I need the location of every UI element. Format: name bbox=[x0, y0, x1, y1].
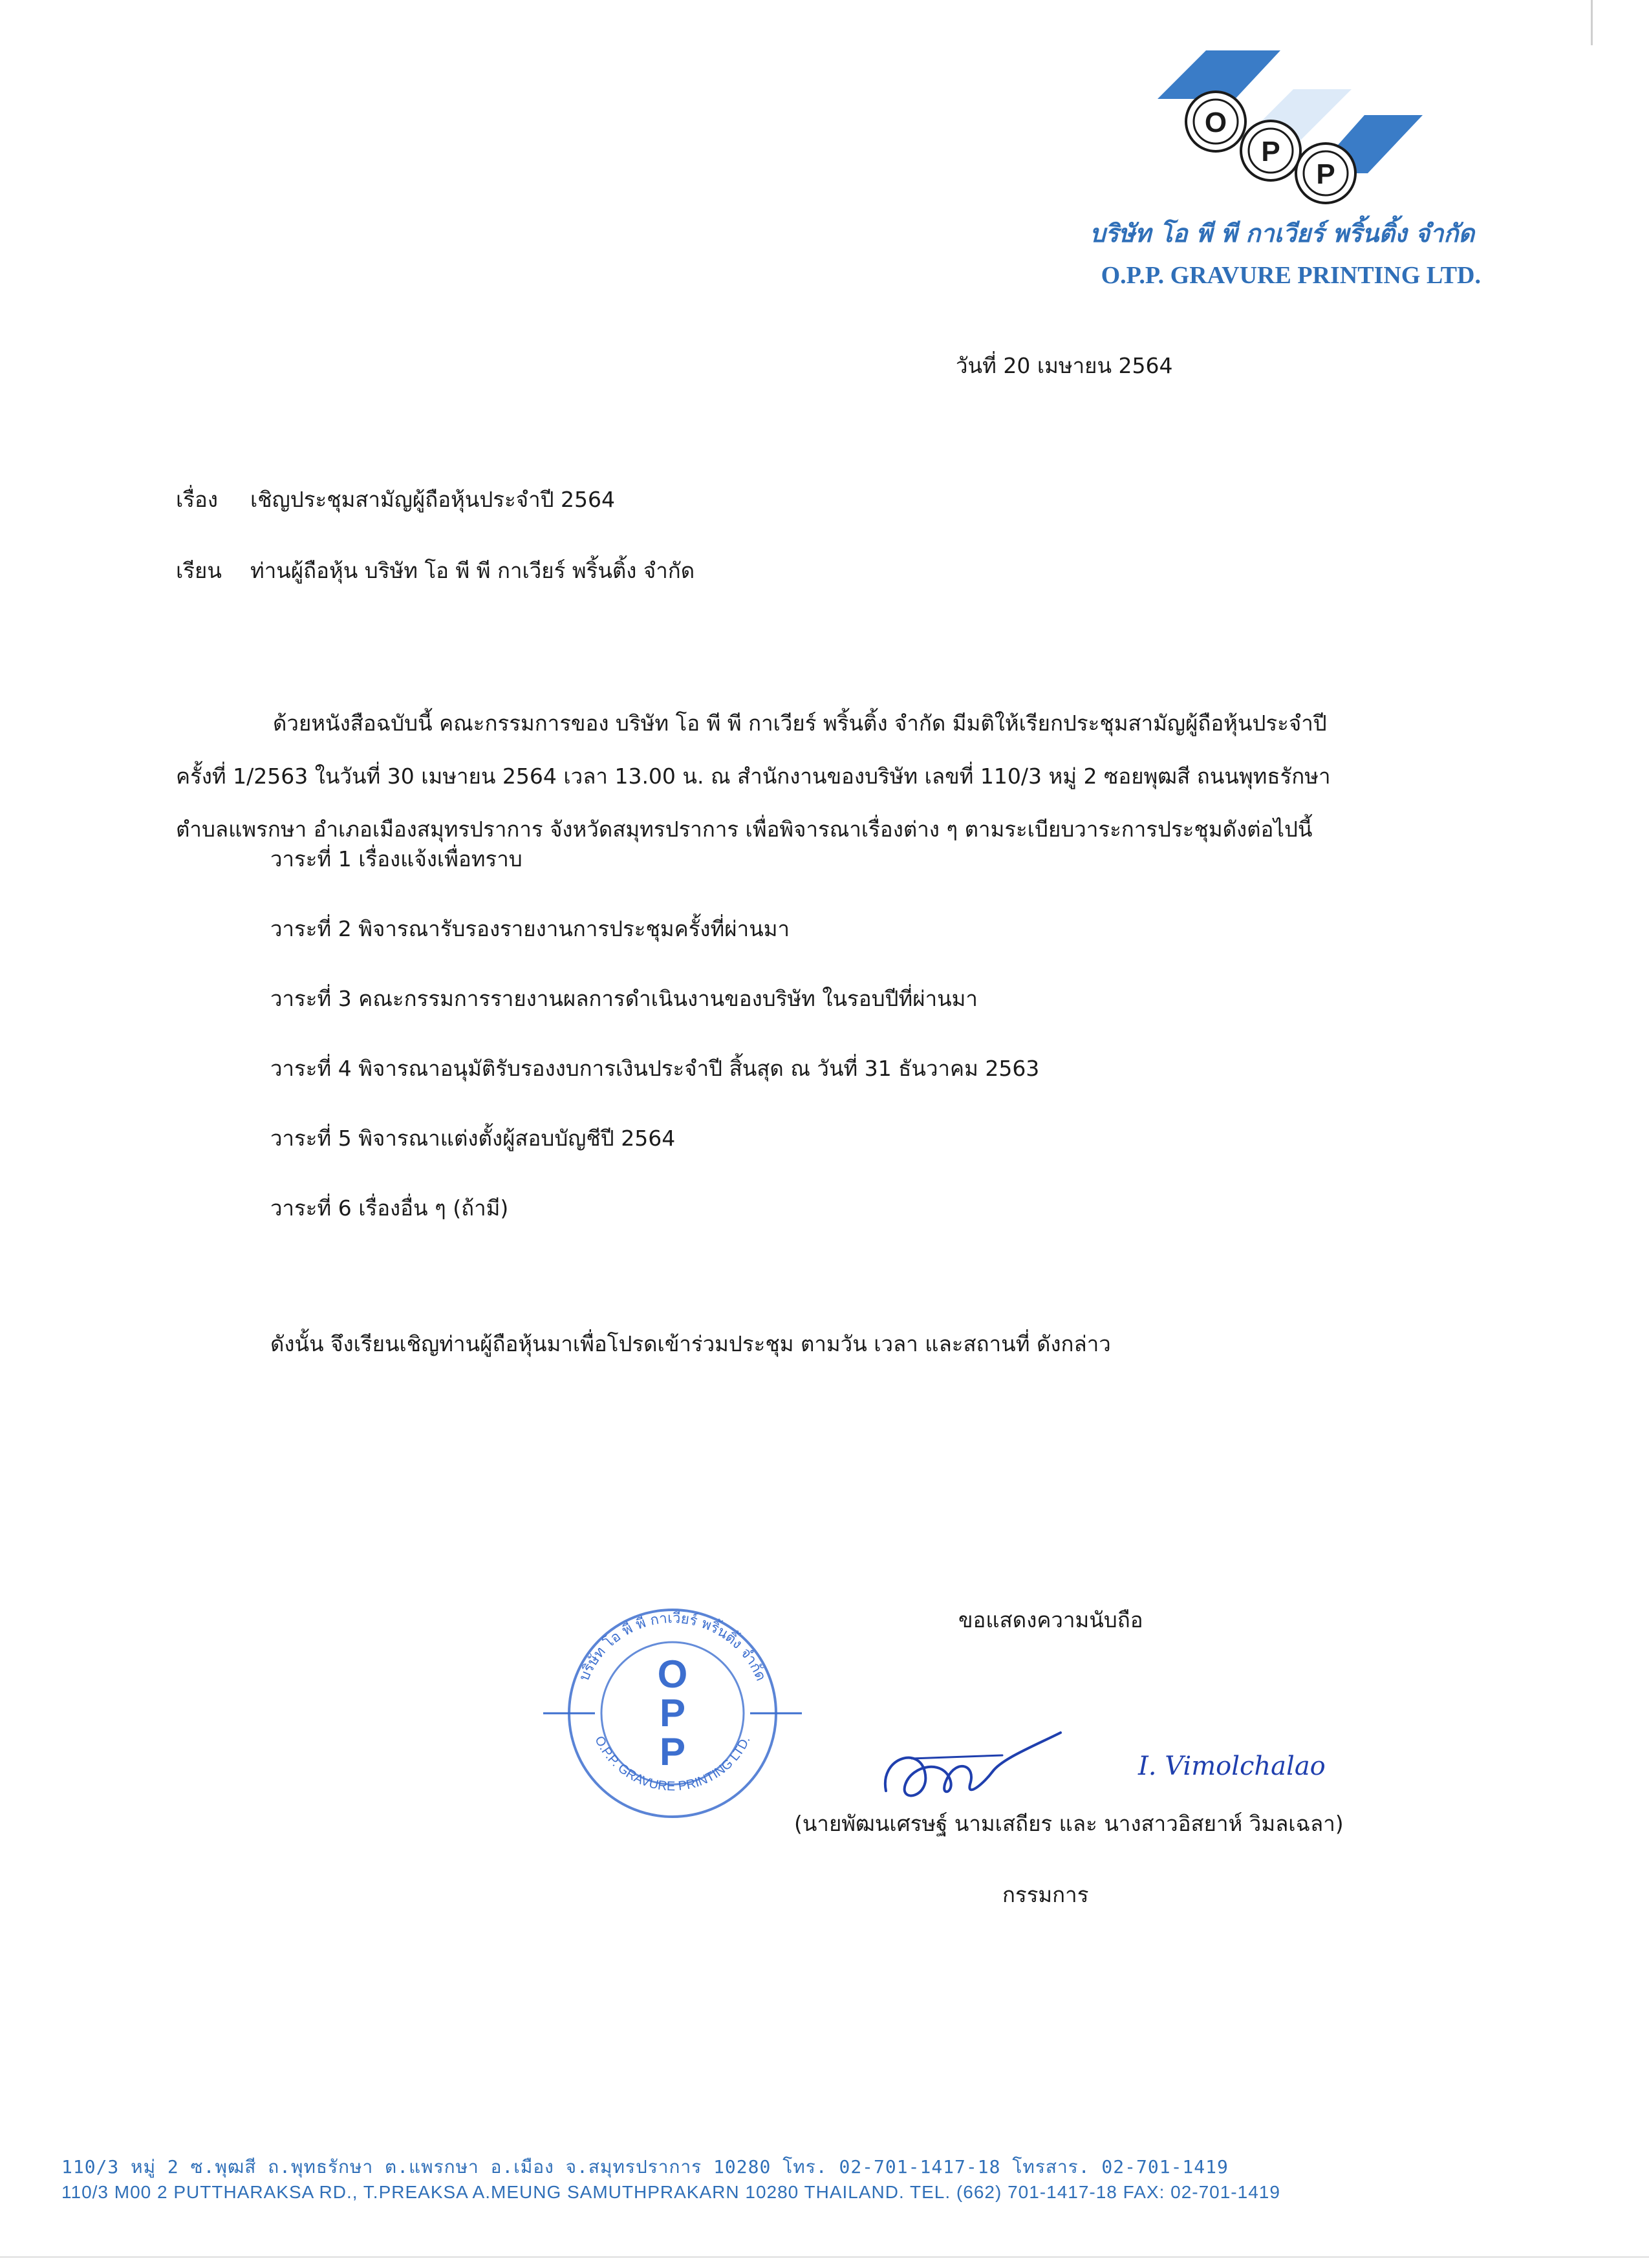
company-seal bbox=[537, 1590, 808, 1836]
logo-letter-p1: P bbox=[1261, 136, 1280, 167]
regards-text: ขอแสดงความนับถือ bbox=[958, 1607, 1143, 1632]
scan-edge bbox=[1591, 0, 1593, 45]
company-name-thai: บริษัท โอ พี พี กาเวียร์ พริ้นติ้ง จำกัด bbox=[1090, 219, 1474, 248]
logo-letter-p2: P bbox=[1316, 158, 1335, 190]
agenda-item-3: วาระที่ 3 คณะกรรมการรายงานผลการดำเนินงานของบริษัท ในรอบปีที่ผ่านมา bbox=[270, 986, 978, 1011]
svg-text:I. Vimolchalao: I. Vimolchalao bbox=[1138, 1751, 1326, 1781]
logo-letter-o: O bbox=[1204, 107, 1227, 138]
subject-row bbox=[176, 486, 615, 514]
letter-date: วันที่ 20 เมษายน 2564 bbox=[956, 353, 1173, 378]
intro-line: ตำบลแพรกษา อำเภอเมืองสมุทรปราการ จังหวัดสมุทรปราการ เพื่อพิจารณาเรื่องต่าง ๆ ตามระเบียบวาระการประชุมดังต่อไปนี้ bbox=[176, 817, 1313, 842]
subject-text: เชิญประชุมสามัญผู้ถือหุ้นประจำปี 2564 bbox=[250, 487, 616, 512]
closing-sentence: ดังนั้น จึงเรียนเชิญท่านผู้ถือหุ้นมาเพื่อโปรดเข้าร่วมประชุม ตามวัน เวลา และสถานที่ ดังกล่าว bbox=[270, 1331, 1111, 1356]
company-logo bbox=[1145, 37, 1429, 206]
signature-2 bbox=[1132, 1739, 1326, 1791]
footer-address-english: 110/3 M00 2 PUTTHARAKSA RD., T.PREAKSA A.MEUNG SAMUTHPRAKARN 10280 THAILAND. TEL. (662) 701-1417-18 FAX: 02-701-1419 bbox=[61, 2182, 1280, 2202]
agenda-item-1: วาระที่ 1 เรื่องแจ้งเพื่อทราบ bbox=[270, 846, 523, 872]
signature-1 bbox=[873, 1720, 1067, 1817]
recipient-label: เรียน bbox=[176, 558, 222, 583]
scan-bottom-edge bbox=[0, 2256, 1649, 2258]
agenda-item-5: วาระที่ 5 พิจารณาแต่งตั้งผู้สอบบัญชีปี 2564 bbox=[270, 1126, 676, 1151]
seal-letter-p1: P bbox=[659, 1691, 686, 1735]
intro-line: ครั้งที่ 1/2563 ในวันที่ 30 เมษายน 2564 เวลา 13.00 น. ณ สำนักงานของบริษัท เลขที่ 110/3 หมู่ 2 ซอยพุฒสี ถนนพุทธรักษา bbox=[176, 764, 1331, 789]
seal-letter-p2: P bbox=[659, 1730, 686, 1773]
seal-text-english: O.P.P. GRAVURE PRINTING LTD. bbox=[592, 1733, 753, 1794]
agenda-item-6: วาระที่ 6 เรื่องอื่น ๆ (ถ้ามี) bbox=[270, 1195, 509, 1221]
intro-line: ด้วยหนังสือฉบับนี้ คณะกรรมการของ บริษัท โอ พี พี กาเวียร์ พริ้นติ้ง จำกัด มีมติให้เรียกประชุมสามัญผู้ถือหุ้นประจำปี bbox=[273, 711, 1327, 736]
intro-paragraph bbox=[176, 697, 1411, 856]
seal-text-thai: บริษัท โอ พี พี กาเวียร์ พริ้นติ้ง จำกัด bbox=[576, 1610, 769, 1684]
recipient-text: ท่านผู้ถือหุ้น บริษัท โอ พี พี กาเวียร์ พริ้นติ้ง จำกัด bbox=[250, 558, 695, 583]
seal-letter-o: O bbox=[657, 1653, 688, 1696]
agenda-item-4: วาระที่ 4 พิจารณาอนุมัติรับรองงบการเงินประจำปี สิ้นสุด ณ วันที่ 31 ธันวาคม 2563 bbox=[270, 1056, 1040, 1081]
agenda-item-2: วาระที่ 2 พิจารณารับรองรายงานการประชุมครั้งที่ผ่านมา bbox=[270, 916, 790, 941]
subject-label: เรื่อง bbox=[176, 487, 218, 512]
signatory-names: (นายพัฒนเศรษฐ์ นามเสถียร และ นางสาวอิสยาห์ วิมลเฉลา) bbox=[794, 1811, 1344, 1836]
recipient-row bbox=[176, 557, 695, 585]
signatory-position: กรรมการ bbox=[1002, 1882, 1089, 1907]
company-name-english: O.P.P. GRAVURE PRINTING LTD. bbox=[1101, 262, 1481, 289]
footer-address-thai: 110/3 หมู่ 2 ซ.พุฒสี ถ.พุทธรักษา ต.แพรกษา อ.เมือง จ.สมุทรปราการ 10280 โทร. 02-701-1417-18 โทรสาร. 02-701-1419 bbox=[61, 2156, 1229, 2177]
